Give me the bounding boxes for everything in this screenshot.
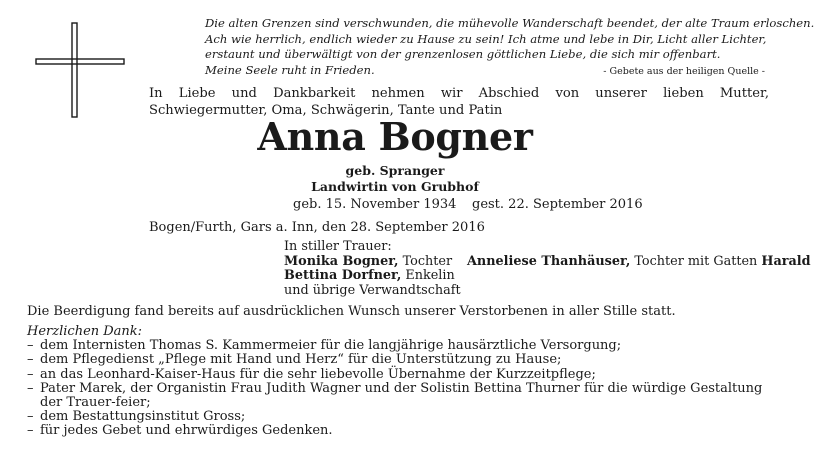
- mourner-entry: [284, 255, 461, 270]
- mourner-name: Anneliese Thanhäuser,: [467, 254, 631, 269]
- mourner-relation: Enkelin: [405, 268, 455, 283]
- poem-last-line: [205, 63, 765, 80]
- mourner-name: Bettina Dorfner,: [284, 268, 402, 283]
- death-date: gest. 22. September 2016: [472, 197, 643, 212]
- thanks-item: – dem Internisten Thomas S. Kammermeier für die langjährige hausärztliche Versorgung;: [27, 339, 767, 353]
- thanks-item: – an das Leonhard-Kaiser-Haus für die sehr liebevolle Übernahme der Kurzzeitpflege;: [27, 368, 767, 382]
- place-date: Bogen/Furth, Gars a. Inn, den 28. September 2016: [149, 220, 485, 235]
- poem-line: erstaunt und überwältigt von der grenzenlosen göttlichen Liebe, die sich mir offenbart.: [205, 47, 721, 61]
- mourners-heading: In stiller Trauer:: [284, 239, 392, 254]
- thanks-item: – dem Pflegedienst „Pflege mit Hand und Herz“ für die Unterstützung zu Hause;: [27, 353, 767, 367]
- poem-source: - Gebete aus der heiligen Quelle -: [603, 65, 765, 77]
- mourner-relation: Tochter: [402, 253, 453, 269]
- poem-line: Meine Seele ruht in Frieden.: [205, 62, 375, 77]
- mourners-left: [284, 240, 461, 298]
- thanks-title: Herzlichen Dank:: [27, 324, 143, 339]
- thanks-item: – dem Bestattungsinstitut Gross;: [27, 410, 767, 424]
- mourner-name: Monika Bogner,: [284, 253, 399, 269]
- maiden-name: geb. Spranger: [345, 163, 445, 178]
- cross-icon: [34, 22, 126, 118]
- poem-line: Ach wie herrlich, endlich wieder zu Hause zu sein! Ich atme und lebe in Dir, Licht aller Lichter,: [205, 31, 767, 46]
- mourner-entry: [284, 269, 461, 284]
- thanks-section: [27, 325, 767, 439]
- intro-text: In Liebe und Dankbarkeit nehmen wir Abschied von unserer lieben Mutter, Schwiegermutter, Oma, Schwägerin, Tante und Patin: [149, 86, 769, 118]
- mourners-others: und übrige Verwandtschaft: [284, 282, 461, 298]
- mourner-partner: Harald: [761, 254, 811, 269]
- poem-line: Die alten Grenzen sind verschwunden, die mühevolle Wanderschaft beendet, der alte Traum erloschen.: [205, 16, 814, 30]
- mourner-relation: Tochter mit Gatten: [634, 254, 758, 269]
- thanks-item: – für jedes Gebet und ehrwürdiges Gedenken.: [27, 424, 767, 438]
- burial-note: Die Beerdigung fand bereits auf ausdrücklichen Wunsch unserer Verstorbenen in aller Stille statt.: [27, 304, 676, 319]
- deceased-name: Anna Bogner: [257, 114, 533, 159]
- thanks-list: [27, 339, 767, 438]
- mourner-entry: [467, 254, 811, 269]
- poem: [205, 16, 814, 79]
- thanks-item: – Pater Marek, der Organistin Frau Judith Wagner und der Solistin Bettina Thurner für die würdige Gestaltung der Trauer-feier;: [27, 382, 767, 410]
- occupation: Landwirtin von Grubhof: [311, 179, 479, 194]
- birth-date: geb. 15. November 1934: [293, 197, 457, 212]
